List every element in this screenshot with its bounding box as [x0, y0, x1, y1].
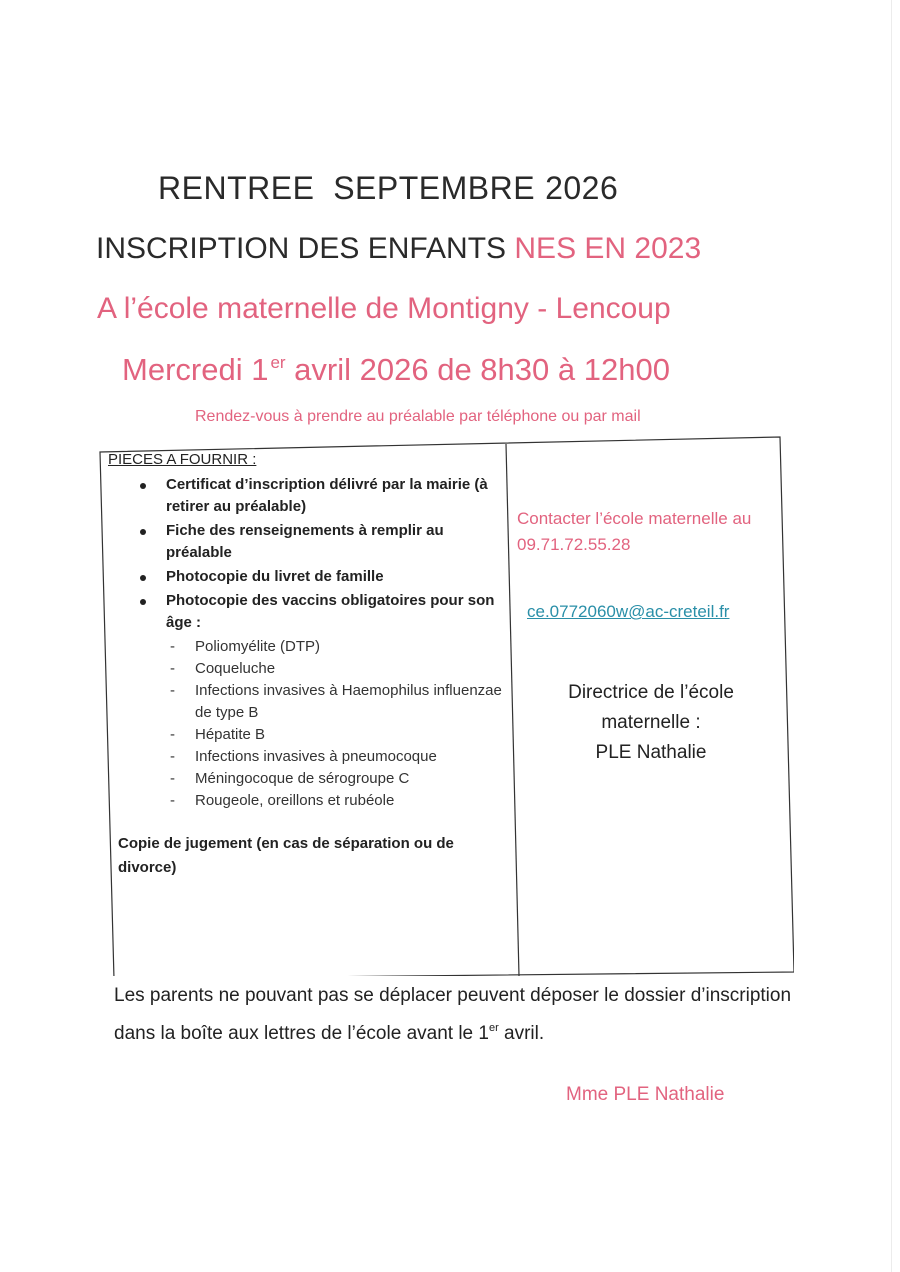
bullet-icon — [140, 599, 146, 605]
appointment-note: Rendez-vous à prendre au préalable par téléphone ou par mail — [195, 408, 641, 425]
director-line: Directrice de l’école — [568, 682, 734, 703]
dash-icon: - — [170, 660, 175, 677]
required-documents-list — [108, 474, 508, 634]
registration-date: Mercredi 1 $^{er}$ avril 2026 de 8h30 à 12h00 — [122, 352, 670, 387]
dash-icon: - — [170, 792, 175, 809]
dash-icon: - — [170, 748, 175, 765]
judgment-copy-note: Copie de jugement (en cas de séparation ou de divorce) — [118, 835, 454, 876]
birth-year-highlight: NES EN 2023 — [514, 232, 702, 265]
pieces-column — [108, 451, 508, 880]
bullet-icon — [140, 483, 146, 489]
director-block — [512, 678, 790, 768]
director-name: PLE Nathalie — [595, 742, 707, 763]
list-item: Photocopie des vaccins obligatoires pour son âge : — [108, 590, 508, 634]
list-item: - Hépatite B — [108, 724, 508, 746]
footer-note: Les parents ne pouvant pas se déplacer peuvent déposer le dossier d’inscription dans la boîte aux lettres de l’école avant le 1er avril. — [114, 985, 792, 1044]
school-name: A l’école maternelle de Montigny - Lencoup — [97, 292, 671, 325]
list-item: - Infections invasives à Haemophilus influenzae de type B — [170, 682, 502, 721]
title-rentree: RENTREE SEPTEMBRE 2026 — [158, 170, 619, 206]
signature: Mme PLE Nathalie — [566, 1084, 725, 1105]
vaccine-list — [108, 636, 508, 812]
list-item: Certificat d’inscription délivré par la mairie (à retirer au préalable) — [108, 474, 508, 518]
list-item: - Méningocoque de sérogroupe C — [108, 768, 508, 790]
dash-icon: - — [170, 638, 175, 655]
dash-icon: - — [170, 770, 175, 787]
list-item: Fiche des renseignements à remplir au préalable — [108, 520, 508, 564]
director-line: maternelle : — [601, 712, 701, 733]
pieces-title: PIECES A FOURNIR : — [108, 451, 257, 468]
contact-phone: Contacter l’école maternelle au 09.71.72.55.28 — [517, 509, 752, 554]
list-item: - Infections invasives à pneumocoque — [108, 746, 508, 768]
bullet-icon — [140, 575, 146, 581]
bullet-icon — [140, 529, 146, 535]
scan-edge — [891, 0, 892, 1272]
list-item: - Coqueluche — [108, 658, 508, 680]
dash-icon: - — [170, 682, 175, 699]
list-item: - Poliomyélite (DTP) — [108, 636, 508, 658]
list-item: - Rougeole, oreillons et rubéole — [108, 790, 508, 812]
contact-email-link[interactable]: ce.0772060w@ac-creteil.fr — [527, 602, 730, 621]
dash-icon: - — [170, 726, 175, 743]
title-inscription: INSCRIPTION DES ENFANTS NES EN 2023 — [96, 232, 702, 265]
list-item: Photocopie du livret de famille — [108, 566, 508, 588]
